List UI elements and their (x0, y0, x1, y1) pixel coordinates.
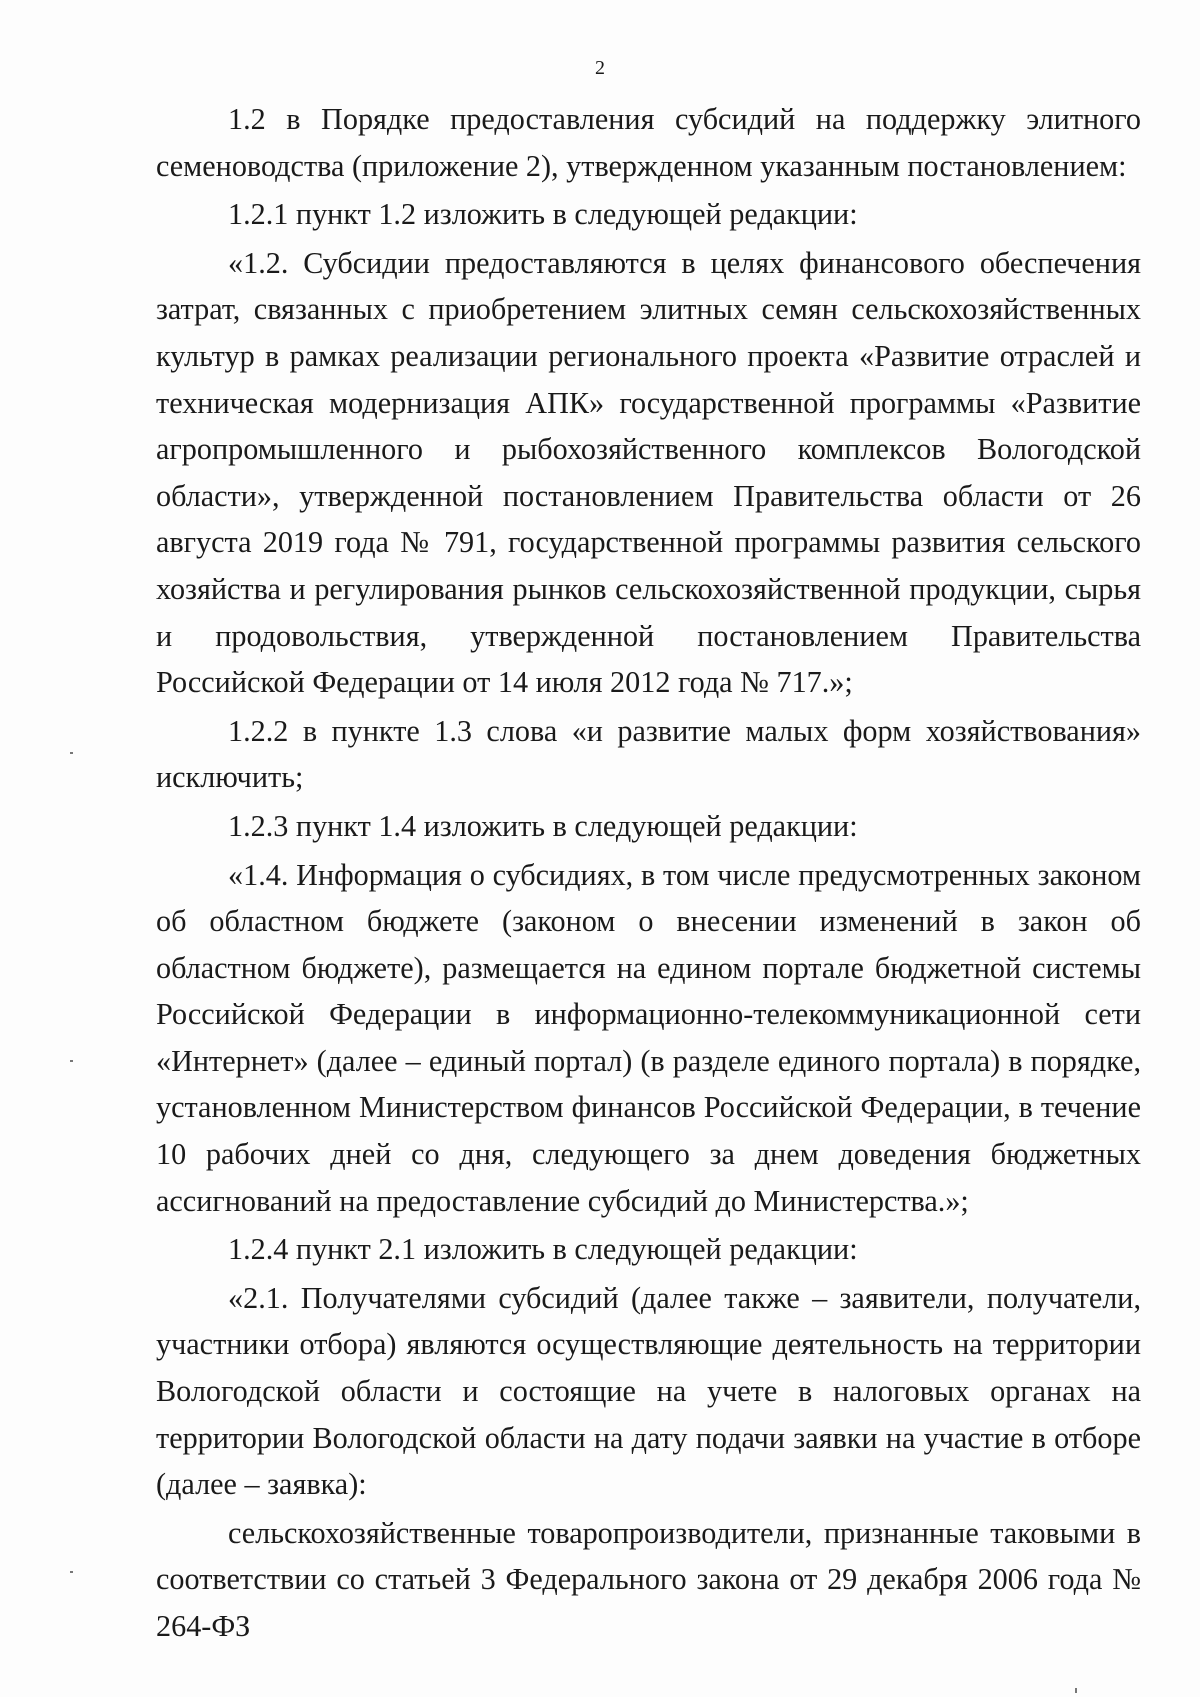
document-body (156, 96, 1141, 1652)
paragraph-1-2-2: 1.2.2 в пункте 1.3 слова «и развитие малых форм хозяйствования» исключить; (156, 713, 1141, 795)
paragraph-1-2: 1.2 в Порядке предоставления субсидий на поддержку элитного семеноводства (приложение 2), утвержденном указанным постановлением: (156, 102, 1141, 183)
paragraph-1-2-4-text: «2.1. Получателями субсидий (далее также – заявители, получатели, участники отбора) являются осуществляющие деятельность на территории Вологодской области и состоящие на учете в налоговых органах на территории Вологодской области на дату подачи заявки на участие в отборе (далее – заявка): (156, 1280, 1141, 1502)
paragraph-1-2-1-text: «1.2. Субсидии предоставляются в целях финансового обеспечения затрат, связанных с приобретением элитных семян сельскохозяйственных культур в рамках реализации регионального проекта «Развитие отраслей и техническая модернизация АПК» государственной программы «Развитие агропромышленного и рыбохозяйственного комплексов Вологодской области», утвержденной постановлением Правительства области от 26 августа 2019 года № 791, государственной программы развития сельского хозяйства и регулирования рынков сельскохозяйственной продукции, сырья и продовольствия, утвержденной постановлением Правительства Российской Федерации от 14 июля 2012 года № 717.»; (156, 245, 1141, 700)
paragraph-recipients: сельскохозяйственные товаропроизводители, признанные таковыми в соответствии со статьей 3 Федерального закона от 29 декабря 2006 года № 264-ФЗ (156, 1515, 1141, 1643)
paragraph-1-2-3-text: «1.4. Информация о субсидиях, в том числе предусмотренных законом об областном бюджете (законом о внесении изменений в закон об областном бюджете), размещается на едином портале бюджетной системы Российской Федерации в информационно-телекоммуникационной сети «Интернет» (далее – единый портал) (в разделе единого портала) в порядке, установленном Министерством финансов Российской Федерации, в течение 10 рабочих дней со дня, следующего за днем доведения бюджетных ассигнований на предоставление субсидий до Министерства.»; (156, 857, 1141, 1218)
paragraph-1-2-3: 1.2.3 пункт 1.4 изложить в следующей редакции: (228, 808, 858, 843)
paragraph-1-2-4: 1.2.4 пункт 2.1 изложить в следующей редакции: (228, 1232, 858, 1267)
scan-speck (70, 1571, 73, 1573)
page-number: 2 (595, 57, 605, 79)
scan-speck (1075, 1688, 1077, 1693)
scan-speck (70, 1060, 73, 1062)
scan-speck (70, 752, 73, 754)
paragraph-1-2-1: 1.2.1 пункт 1.2 изложить в следующей редакции: (228, 197, 858, 232)
